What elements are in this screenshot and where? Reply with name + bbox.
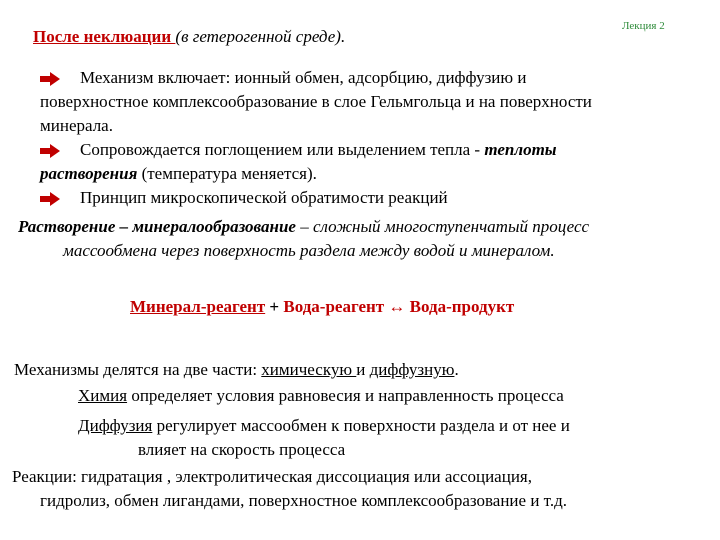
mechanisms-chemical: химическую (261, 360, 357, 379)
arrow-bullet-icon (40, 72, 60, 86)
bullet-3-line-1: Принцип микроскопической обратимости реакций (80, 188, 448, 207)
diffusion-text: регулирует массообмен к поверхности раздела и от нее и (152, 416, 570, 435)
chemistry-term: Химия (78, 386, 128, 405)
bullet-1-line-1: Механизм включает: ионный обмен, адсорбцию, диффузию и (80, 68, 527, 87)
mechanisms-line (14, 358, 459, 382)
diffusion-line-1 (78, 414, 570, 438)
bullet-2-line-2 (40, 162, 317, 186)
reaction-equation (130, 297, 514, 317)
bullet-2-line-1 (80, 138, 557, 162)
equation-plus: + (265, 297, 284, 316)
bullet-1-line-3: минерала. (40, 116, 113, 135)
bullet-2-text-b: (температура меняется). (137, 164, 317, 183)
bullet-1-line-2: поверхностное комплексообразование в слое Гельмгольца и на поверхности (40, 92, 592, 111)
chemistry-text: определяет условия равновесия и направленность процесса (127, 386, 564, 405)
bullet-2-text: Сопровождается поглощением или выделением тепла - (80, 140, 485, 159)
diffusion-term: Диффузия (78, 416, 153, 435)
title-prefix: После неклюации (33, 27, 176, 46)
bullet-2-term-a: теплоты (484, 140, 557, 159)
definition-line-2: массообмена через поверхность раздела между водой и минералом. (63, 241, 555, 260)
definition-rest: – сложный многоступенчатый процесс (295, 217, 590, 236)
title-suffix: (в гетерогенной среде). (175, 27, 346, 46)
mechanisms-diffusion: диффузную (369, 360, 455, 379)
reactions-line-2: гидролиз, обмен лигандами, поверхностное комплексообразование и т.д. (40, 491, 567, 510)
arrow-bullet-icon (40, 144, 60, 158)
bullet-2-term-b: растворения (40, 164, 138, 183)
reactions-line-1: Реакции: гидратация , электролитическая диссоциация или ассоциация, (12, 467, 532, 486)
equation-right: Вода-продукт (405, 297, 515, 316)
mechanisms-text: Механизмы делятся на две части: (14, 360, 262, 379)
definition-line-1 (18, 215, 589, 239)
diffusion-line-2: влияет на скорость процесса (138, 440, 346, 459)
mechanisms-period: . (454, 360, 459, 379)
mechanisms-and: и (356, 360, 370, 379)
page-title (33, 27, 345, 47)
arrow-bullet-icon (40, 192, 60, 206)
equation-arrow: ↔ (388, 297, 406, 316)
definition-term: Растворение – минералообразование (18, 217, 296, 236)
equation-middle: Вода-реагент (283, 297, 389, 316)
lecture-label: Лекция 2 (622, 20, 665, 32)
equation-left: Минерал-реагент (130, 297, 266, 316)
chemistry-line (78, 384, 564, 408)
